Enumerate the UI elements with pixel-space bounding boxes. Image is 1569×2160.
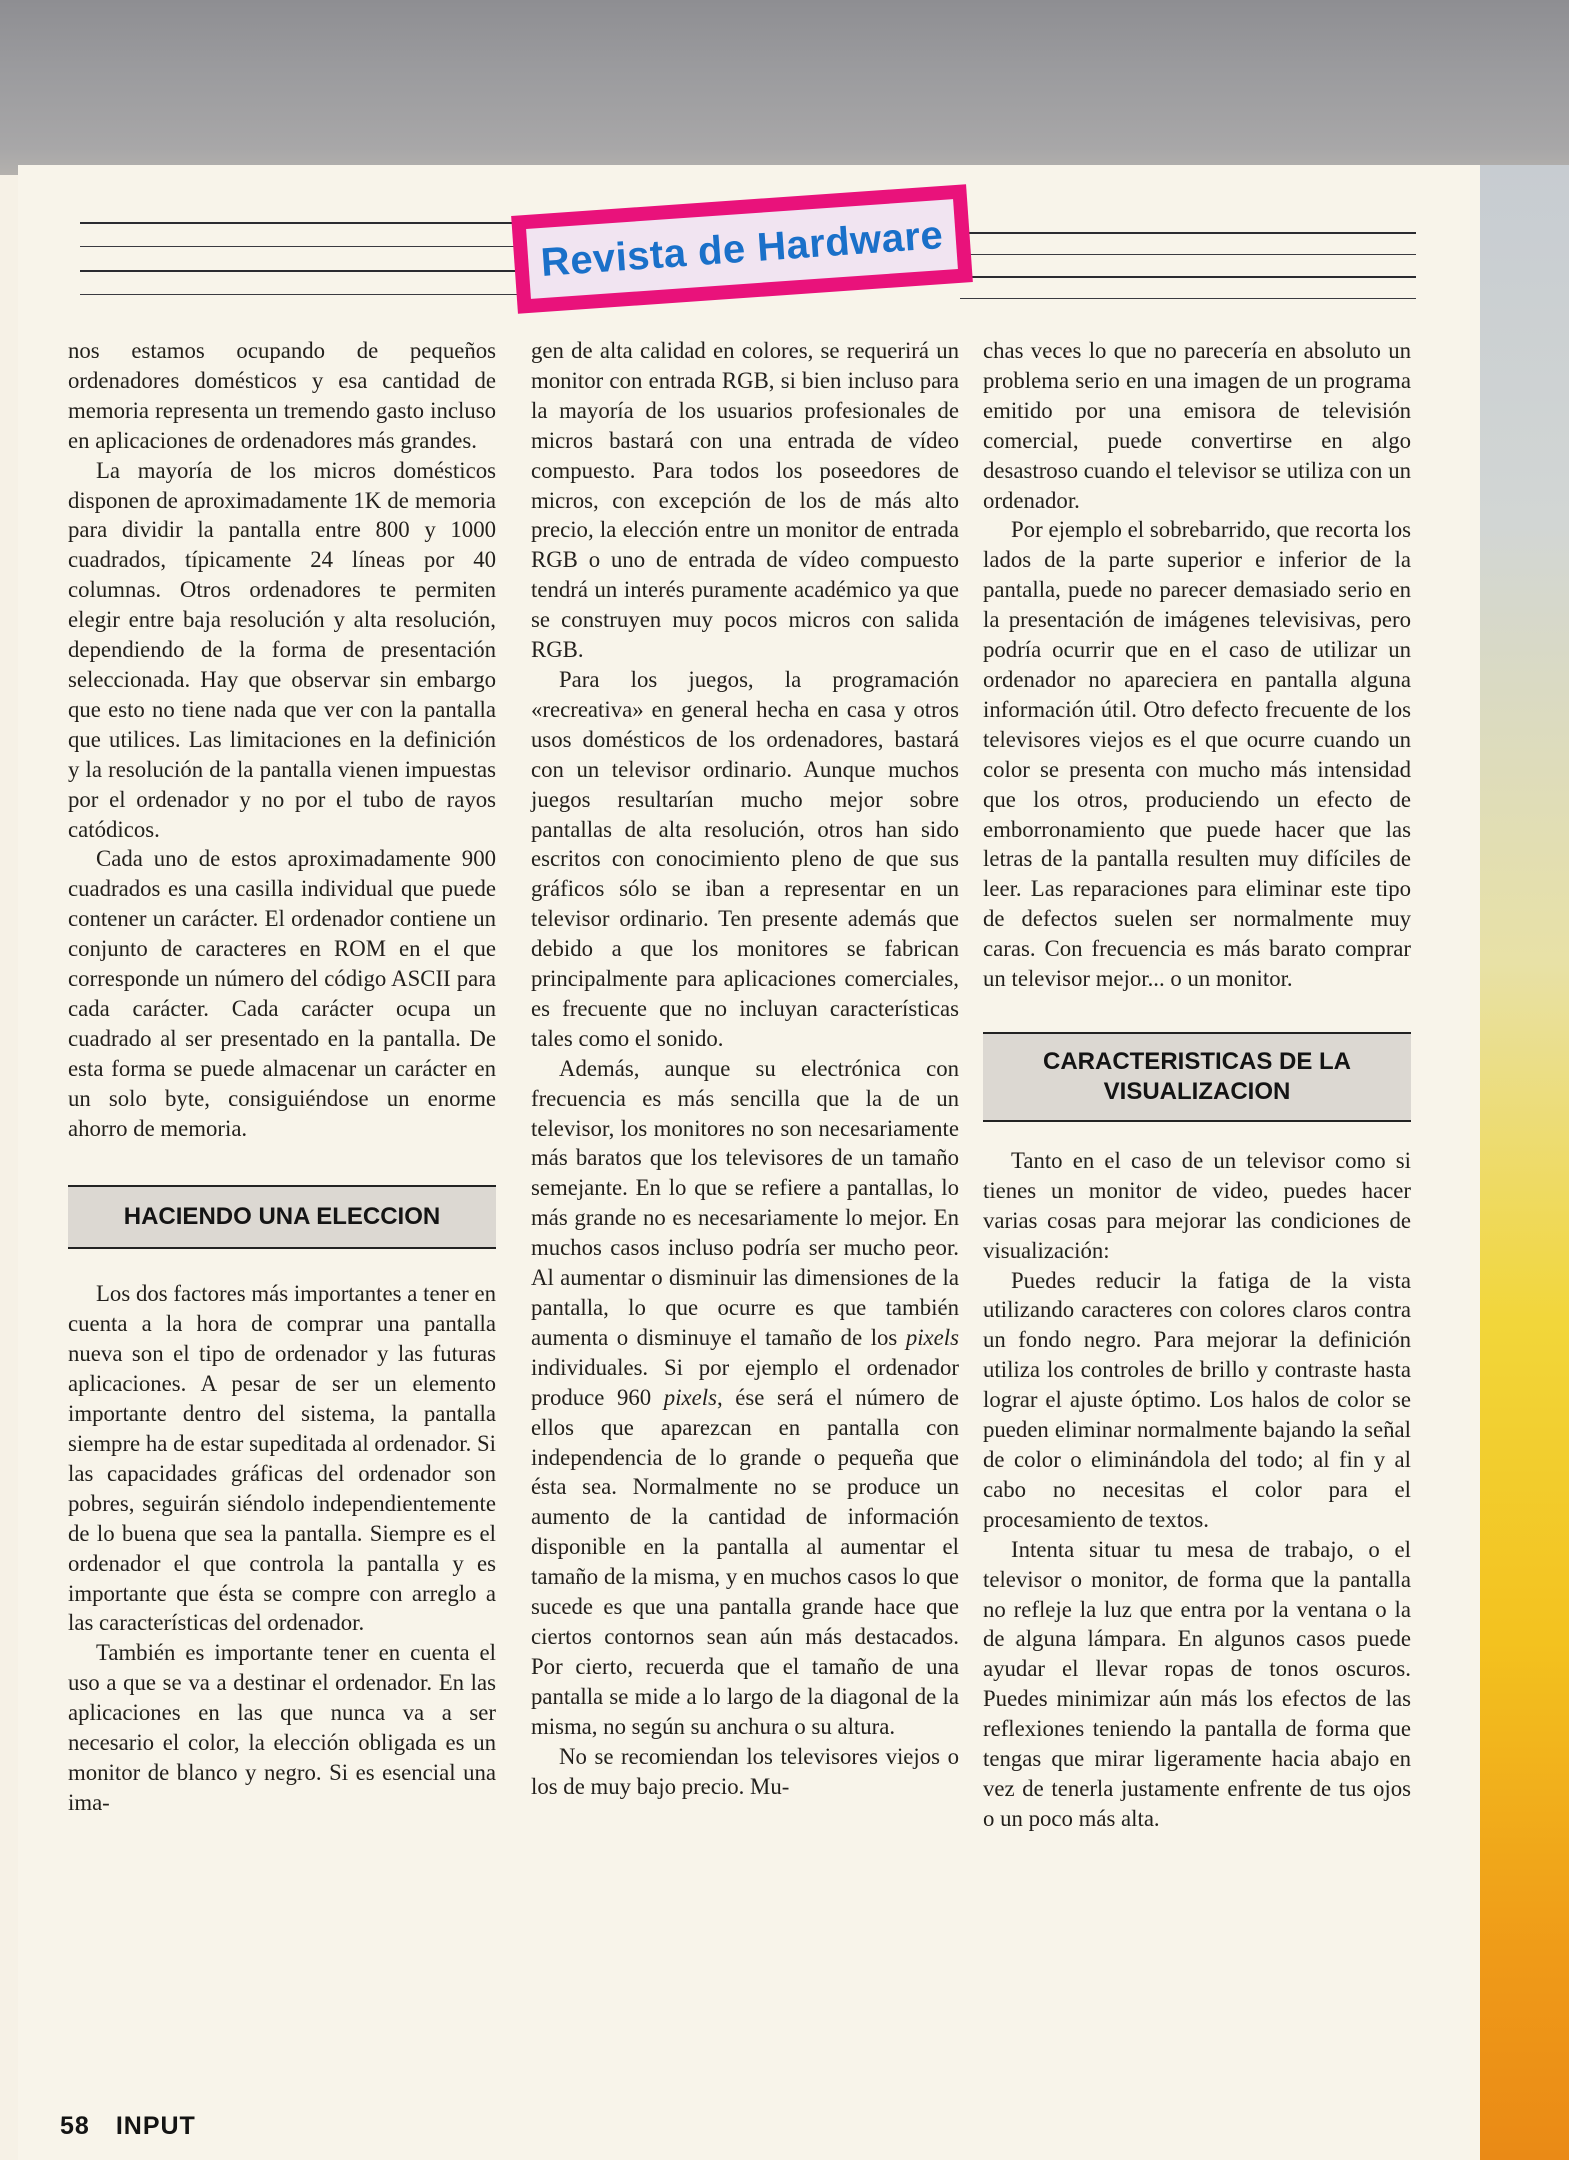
paragraph: Tanto en el caso de un televisor como si tienes un monitor de video, puedes hacer varias cosas para mejorar las condiciones de visualización:: [983, 1147, 1411, 1263]
paragraph: No se recomiendan los televisores viejos o los de muy bajo precio. Mu-: [531, 1743, 959, 1799]
paragraph: [531, 1054, 959, 1742]
article-column-3: [983, 336, 1411, 1834]
header-rule: [960, 276, 1416, 278]
header-rule: [960, 298, 1416, 299]
header-rule: [960, 254, 1416, 255]
scan-background-right: [1479, 165, 1569, 2160]
italic-term: pixels: [905, 1324, 960, 1350]
section-heading-line: VISUALIZACION: [1103, 1077, 1291, 1105]
text-run: , ése será el número de ellos que aparezcan en pantalla con independencia de lo grande o pequeña que ésta sea. Normalmente no se produce un aumento de la cantidad de información disponible en la pantalla al aumentar el tamaño de la misma, y en muchos casos lo que sucede es que una pantalla grande hace que ciertos contornos sean aún más destacados. Por cierto, recuerda que el tamaño de una pantalla se mide a lo largo de la diagonal de la misma, no según su anchura o su altura.: [531, 1384, 959, 1739]
page-footer: [60, 2112, 196, 2141]
paragraph: Cada uno de estos aproximadamente 900 cuadrados es una casilla individual que puede contener un carácter. El ordenador contiene un conjunto de caracteres en ROM en el que corresponde un número del código ASCII para cada carácter. Cada carácter ocupa un cuadrado al ser presentado en la pantalla. De esta forma se puede almacenar un carácter en un solo byte, consiguiéndose un enorme ahorro de memoria.: [68, 846, 496, 1141]
text-run: individuales. Si por ejemplo el ordenador produce 960: [531, 1354, 959, 1410]
section-heading: [68, 1185, 496, 1249]
paragraph: Puedes reducir la fatiga de la vista utilizando caracteres con colores claros contra un fondo negro. Para mejorar la definición utiliza los controles de brillo y contraste hasta lograr el ajuste óptimo. Los halos de color se pueden eliminar normalmente bajando la señal de color o eliminándola del todo; al fin y al cabo no necesitas el color para el procesamiento de textos.: [983, 1267, 1411, 1532]
paragraph: La mayoría de los micros domésticos disponen de aproximadamente 1K de memoria para dividir la pantalla entre 800 y 1000 cuadrados, típicamente 24 líneas por 40 columnas. Otros ordenadores te permiten elegir entre baja resolución y alta resolución, dependiendo de la forma de presentación seleccionada. Hay que observar sin embargo que esto no tiene nada que ver con la pantalla que utilices. Las limitaciones en la definición y la resolución de la pantalla vienen impuestas por el ordenador y no por el tubo de rayos catódicos.: [68, 457, 496, 842]
header-rule: [80, 270, 520, 272]
article-column-2: [531, 336, 959, 1801]
magazine-name: INPUT: [115, 2112, 196, 2140]
scan-background-top: [0, 0, 1569, 175]
paragraph: Para los juegos, la programación «recreativa» en general hecha en casa y otros usos domésticos de los ordenadores, bastará con un televisor ordinario. Aunque muchos juegos resultarían mucho mejor sobre pantallas de alta resolución, otros han sido escritos con conocimiento pleno de que sus gráficos sólo se iban a representar en un televisor ordinario. Ten presente además que debido a que los monitores se fabrican principalmente para aplicaciones comerciales, es frecuente que no incluyan características tales como el sonido.: [531, 666, 959, 1051]
header-rule: [80, 246, 520, 247]
paragraph: gen de alta calidad en colores, se requerirá un monitor con entrada RGB, si bien incluso para la mayoría de los usuarios profesionales de micros bastará con una entrada de vídeo compuesto. Para todos los poseedores de micros, con excepción de los de más alto precio, la elección entre un monitor de entrada RGB o uno de entrada de vídeo compuesto tendrá un interés puramente académico ya que se construyen muy pocos micros con salida RGB.: [531, 338, 959, 663]
section-heading: [983, 1032, 1411, 1122]
header-rule: [80, 294, 520, 295]
paragraph: chas veces lo que no parecería en absoluto un problema serio en una imagen de un programa emitido por una emisora de televisión comercial, puede convertirse en algo desastroso cuando el televisor se utiliza con un ordenador.: [983, 338, 1411, 513]
italic-term: pixels: [663, 1384, 717, 1410]
section-heading-line: CARACTERISTICAS DE LA: [1042, 1047, 1351, 1075]
paragraph: Los dos factores más importantes a tener en cuenta a la hora de comprar una pantalla nueva son el tipo de ordenador y las futuras aplicaciones. A pesar de ser un elemento importante dentro del sistema, la pantalla siempre ha de estar supeditada al ordenador. Si las capacidades gráficas del ordenador son pobres, seguirán siéndolo independientemente de lo buena que sea la pantalla. Siempre es el ordenador el que controla la pantalla y es importante que ésta se compre con arreglo a las características del ordenador.: [68, 1281, 496, 1636]
text-run: Además, aunque su electrónica con frecuencia es más sencilla que la de un televisor, los monitores no son necesariamente más baratos que los televisores de un tamaño semejante. En lo que se refiere a pantallas, lo más grande no es necesariamente lo mejor. En muchos casos incluso podría ser mucho peor. Al aumentar o disminuir las dimensiones de la pantalla, lo que ocurre es que también aumenta o disminuye el tamaño de los: [531, 1055, 959, 1350]
article-column-1: [68, 336, 496, 1818]
paragraph: Por ejemplo el sobrebarrido, que recorta los lados de la parte superior e inferior de la pantalla, puede no parecer demasiado serio en la presentación de imágenes televisivas, pero podría ocurrir que en el caso de utilizar un ordenador no apareciera en pantalla alguna información útil. Otro defecto frecuente de los televisores viejos es el que ocurre cuando un color se presenta con mucho más intensidad que los otros, produciendo un efecto de emborronamiento que puede hacer que las letras de la pantalla resulten muy difíciles de leer. Las reparaciones para eliminar este tipo de defectos suelen ser normalmente muy caras. Con frecuencia es más barato comprar un televisor mejor... o un monitor.: [983, 517, 1411, 992]
paragraph: Intenta situar tu mesa de trabajo, o el televisor o monitor, de forma que la pantalla no refleje la luz que entra por la ventana o la de alguna lámpara. En algunos casos puede ayudar el llevar ropas de tonos oscuros. Puedes minimizar aún más los efectos de las reflexiones teniendo la pantalla de forma que tengas que mirar ligeramente hacia abajo en vez de tenerla justamente enfrente de tus ojos o un poco más alta.: [983, 1536, 1411, 1831]
header-rule: [960, 232, 1416, 234]
header-rule: [80, 222, 520, 224]
paragraph: nos estamos ocupando de pequeños ordenadores domésticos y esa cantidad de memoria representa un tremendo gasto incluso en aplicaciones de ordenadores más grandes.: [68, 338, 496, 453]
page-number: 58: [60, 2112, 90, 2140]
section-banner-title: Revista de Hardware: [539, 212, 945, 285]
paragraph: También es importante tener en cuenta el uso a que se va a destinar el ordenador. En las aplicaciones en las que nunca va a ser necesario el color, la elección obligada es un monitor de blanco y negro. Si es esencial una ima-: [68, 1640, 496, 1815]
section-heading-text: HACIENDO UNA ELECCION: [123, 1203, 441, 1231]
